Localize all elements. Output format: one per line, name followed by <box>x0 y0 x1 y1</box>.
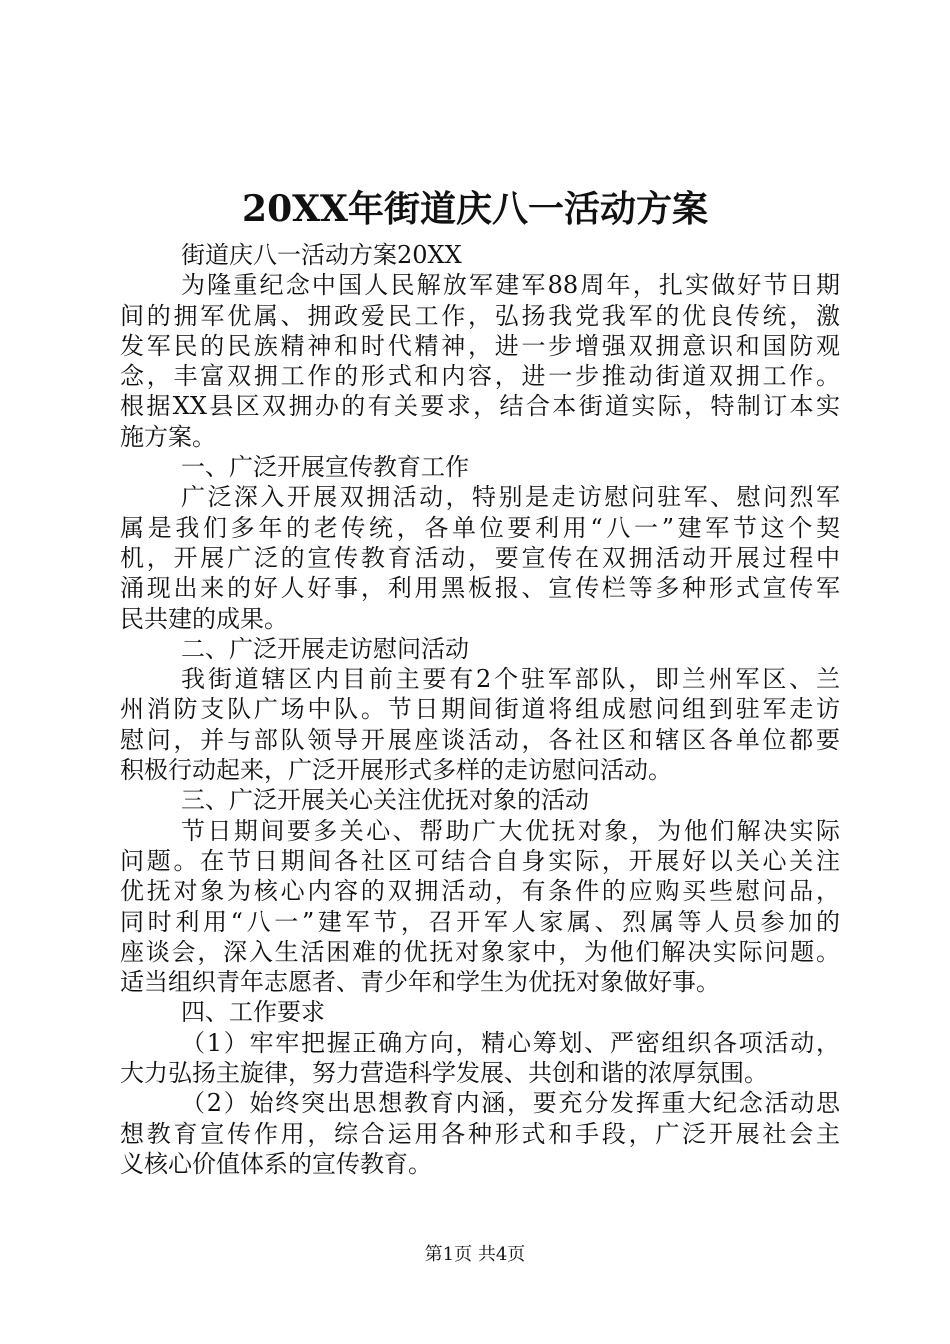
paragraph-line: 大力弘扬主旋律，努力营造科学发展、共创和谐的浓厚氛围。 <box>120 1059 768 1088</box>
section-heading: 四、工作要求 <box>181 998 325 1027</box>
section-heading: 三、广泛开展关心关注优抚对象的活动 <box>181 786 589 815</box>
paragraph-line: 问题。在节日期间各社区可结合自身实际，开展好以关心关注 <box>120 846 840 875</box>
page-footer: 第1页 共4页 <box>424 1244 526 1265</box>
paragraph-line: 民共建的成果。 <box>120 604 288 633</box>
paragraph-line: 念，丰富双拥工作的形式和内容，进一步推动街道双拥工作。 <box>120 362 840 391</box>
paragraph-line: （1）牢牢把握正确方向，精心筹划、严密组织各项活动， <box>181 1028 840 1057</box>
paragraph-line: 根据XX县区双拥办的有关要求，结合本街道实际，特制订本实 <box>120 392 840 421</box>
paragraph-line: 属是我们多年的老传统，各单位要利用“八一”建军节这个契 <box>120 513 840 542</box>
paragraph-line: 积极行动起来，广泛开展形式多样的走访慰问活动。 <box>120 756 672 785</box>
paragraph-line: 义核心价值体系的宣传教育。 <box>120 1149 432 1178</box>
paragraph-line: 适当组织青年志愿者、青少年和学生为优抚对象做好事。 <box>120 968 720 997</box>
document-body <box>120 240 840 1179</box>
paragraph-line: 机，开展广泛的宣传教育活动，要宣传在双拥活动开展过程中 <box>120 543 840 572</box>
section-heading: 二、广泛开展走访慰问活动 <box>181 634 469 663</box>
paragraph-line: 涌现出来的好人好事，利用黑板报、宣传栏等多种形式宣传军 <box>120 574 840 603</box>
paragraph-line: 发军民的民族精神和时代精神，进一步增强双拥意识和国防观 <box>120 331 840 360</box>
paragraph-line: 想教育宣传作用，综合运用各种形式和手段，广泛开展社会主 <box>120 1119 840 1148</box>
document-title: 20XX年街道庆八一活动方案 <box>242 188 708 230</box>
paragraph-line: （2）始终突出思想教育内涵，要充分发挥重大纪念活动思 <box>181 1089 840 1118</box>
paragraph-line: 慰问，并与部队领导开展座谈活动，各社区和辖区各单位都要 <box>120 725 840 754</box>
paragraph-line: 广泛深入开展双拥活动，特别是走访慰问驻军、慰问烈军 <box>181 483 840 512</box>
paragraph-line: 为隆重纪念中国人民解放军建军88周年，扎实做好节日期 <box>181 271 840 300</box>
paragraph-line: 间的拥军优属、拥政爱民工作，弘扬我党我军的优良传统，激 <box>120 301 840 330</box>
paragraph-line: 优抚对象为核心内容的双拥活动，有条件的应购买些慰问品， <box>120 877 840 906</box>
paragraph-line: 我街道辖区内目前主要有2个驻军部队，即兰州军区、兰 <box>181 665 840 694</box>
paragraph-line: 同时利用“八一”建军节，召开军人家属、烈属等人员参加的 <box>120 907 840 936</box>
section-heading: 一、广泛开展宣传教育工作 <box>181 453 469 482</box>
paragraph-line: 州消防支队广场中队。节日期间街道将组成慰问组到驻军走访 <box>120 695 840 724</box>
paragraph-line: 施方案。 <box>120 422 216 451</box>
paragraph-line: 街道庆八一活动方案20XX <box>181 241 462 269</box>
paragraph-line: 座谈会，深入生活困难的优抚对象家中，为他们解决实际问题。 <box>120 937 840 966</box>
paragraph-line: 节日期间要多关心、帮助广大优抚对象，为他们解决实际 <box>181 816 840 845</box>
